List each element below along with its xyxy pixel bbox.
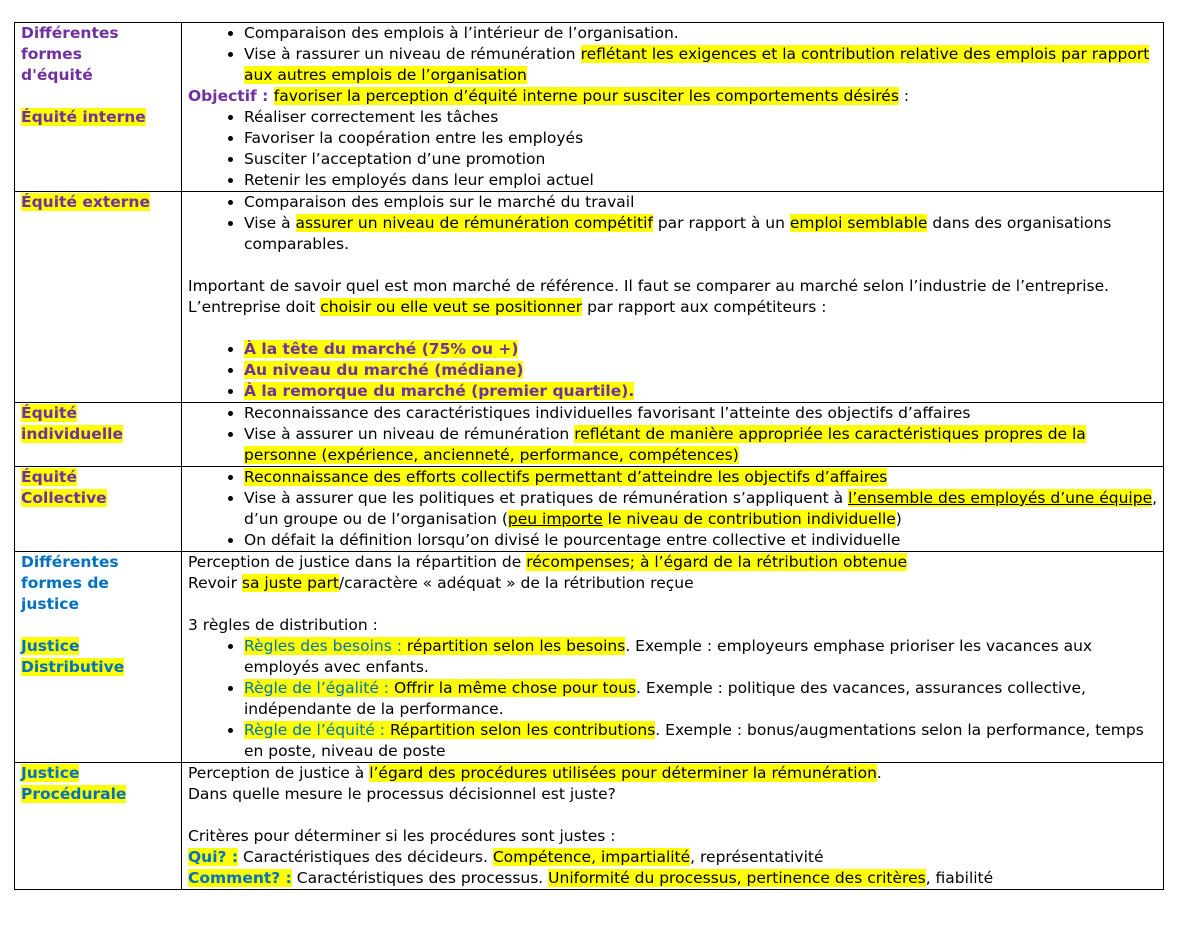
section-heading-line1: Différentes	[21, 553, 119, 571]
list-item	[244, 44, 1163, 86]
highlighted-text: répartition selon les besoins	[406, 637, 626, 655]
label-cell-equite-collective	[15, 467, 182, 552]
highlighted-text: assurer un niveau de rémunération compétitif	[295, 214, 653, 232]
list-item: • Réaliser correctement les tâches	[244, 107, 1163, 128]
row-equite-collective	[15, 467, 1164, 552]
paragraph	[188, 763, 1163, 784]
list-item	[244, 424, 1163, 466]
highlighted-text: Offrir la même chose pour tous	[393, 679, 636, 697]
row-justice-distributive	[15, 552, 1164, 763]
row-label-line1: Justice	[21, 637, 80, 655]
highlighted-text: À la remorque du marché (premier quartile).	[244, 382, 635, 400]
text: )	[895, 510, 902, 528]
bullet-list	[188, 192, 1163, 255]
highlighted-text: Au niveau du marché (médiane)	[244, 361, 524, 379]
highlighted-text: reflétant les exigences et la contribution relative des emplois par rapport aux autres emplois de l’organisation	[244, 45, 1150, 84]
highlighted-underlined-text: l’ensemble des employés d’une équipe	[848, 489, 1153, 507]
content-cell-justice-distributive	[182, 552, 1164, 763]
criterion-line	[188, 847, 1163, 868]
highlighted-text: Répartition selon les contributions	[389, 721, 656, 739]
text: Perception de justice à	[188, 764, 370, 782]
position-list	[188, 339, 1163, 402]
text: :	[898, 87, 910, 105]
paragraph	[188, 552, 1163, 573]
list-item	[244, 720, 1163, 762]
content-cell-equite-externe	[182, 192, 1164, 403]
label-cell-equite-individuelle	[15, 403, 182, 467]
row-label-line2: Collective	[21, 489, 107, 507]
equity-table	[14, 22, 1164, 890]
list-item	[244, 360, 1163, 381]
content-cell-equite-collective	[182, 467, 1164, 552]
row-label-line2: individuelle	[21, 425, 123, 443]
bullet-list	[188, 23, 1163, 86]
list-item	[244, 678, 1163, 720]
text: .	[876, 764, 882, 782]
rules-list	[188, 636, 1163, 762]
bullet-list	[188, 107, 1163, 191]
row-label-equite-interne: Équité interne	[21, 108, 146, 126]
text: Vise à assurer un niveau de rémunération	[244, 425, 575, 443]
section-heading-line1: Différentes	[21, 24, 119, 42]
list-item	[244, 339, 1163, 360]
section-heading-line3: justice	[21, 595, 79, 613]
text: Revoir	[188, 574, 242, 592]
section-heading-line2: formes	[21, 45, 82, 63]
highlighted-text: Compétence, impartialité	[492, 848, 691, 866]
list-item	[244, 636, 1163, 678]
highlighted-text: emploi semblable	[789, 214, 928, 232]
list-item: • Comparaison des emplois sur le marché du travail	[244, 192, 1163, 213]
label-cell-justice-procedurale	[15, 763, 182, 890]
highlighted-text: récompenses; à l’égard de la rétribution obtenue	[526, 553, 908, 571]
highlighted-text: Uniformité du processus, pertinence des critères	[548, 869, 926, 887]
criterion-line	[188, 868, 1163, 889]
spacer	[188, 594, 1163, 615]
row-label-equite-externe: Équité externe	[21, 193, 150, 211]
rule-label: Règle de l’égalité :	[244, 679, 394, 697]
list-item: • Retenir les employés dans leur emploi actuel	[244, 170, 1163, 191]
highlighted-text: À la tête du marché (75% ou +)	[244, 340, 519, 358]
label-cell-justice-distributive	[15, 552, 182, 763]
spacer	[188, 318, 1163, 339]
text: par rapport aux compétiteurs :	[582, 298, 827, 316]
text: Perception de justice dans la répartition de	[188, 553, 527, 571]
text: , représentativité	[690, 848, 824, 866]
paragraph	[188, 276, 1163, 318]
list-item: • Reconnaissance des caractéristiques individuelles favorisant l’atteinte des objectifs d’affaires	[244, 403, 1163, 424]
bullet-list	[188, 403, 1163, 466]
highlighted-text: l’égard des procédures utilisées pour déterminer la rémunération	[369, 764, 877, 782]
criterion-label: Qui? :	[188, 848, 239, 866]
text: Vise à	[244, 214, 296, 232]
text: . Exemple : employeurs emphase prioriser les vacances aux employés avec enfants.	[244, 637, 1093, 676]
spacer	[21, 86, 181, 107]
row-justice-procedurale	[15, 763, 1164, 890]
list-item: • On défait la définition lorsqu’on divisé le pourcentage entre collective et individuelle	[244, 530, 1163, 551]
highlighted-underlined-text: peu importe	[507, 510, 603, 528]
text: . Exemple : bonus/augmentations selon la performance, temps en poste, niveau de poste	[244, 721, 1144, 760]
row-label-line2: Distributive	[21, 658, 125, 676]
label-cell-equite-externe	[15, 192, 182, 403]
bullet-list	[188, 467, 1163, 551]
label-cell-equite-interne	[15, 23, 182, 192]
paragraph: Critères pour déterminer si les procédures sont justes :	[188, 827, 616, 845]
highlighted-text: reflétant de manière appropriée les caractéristiques propres de la personne (expérience, ancienneté, performance, compétences)	[244, 425, 1086, 464]
rule-label: Règle de l’équité :	[244, 721, 390, 739]
row-label-line1: Équité	[21, 468, 77, 486]
text: . Exemple : politique des vacances, assurances collective, indépendante de la performance.	[244, 679, 1086, 718]
highlighted-text: favoriser la perception d’équité interne pour susciter les comportements désirés	[273, 87, 899, 105]
objective-label: Objectif :	[188, 87, 274, 105]
highlighted-text: le niveau de contribution individuelle	[602, 510, 896, 528]
section-heading-line2: formes de	[21, 574, 109, 592]
row-equite-externe	[15, 192, 1164, 403]
text: dans des organisations comparables.	[244, 214, 1112, 253]
spacer	[188, 805, 1163, 826]
list-item	[244, 467, 1163, 488]
text: , fiabilité	[925, 869, 994, 887]
text: Caractéristiques des processus.	[291, 869, 549, 887]
row-equite-individuelle	[15, 403, 1164, 467]
text: Important de savoir quel est mon marché de référence. Il faut se comparer au marché selon l’industrie de l’entreprise. L’entreprise doit	[188, 277, 1110, 316]
text: Vise à rassurer un niveau de rémunération	[244, 45, 581, 63]
paragraph	[188, 573, 1163, 594]
text: Caractéristiques des décideurs.	[238, 848, 493, 866]
section-heading-line3: d'équité	[21, 66, 93, 84]
row-equite-interne	[15, 23, 1164, 192]
rule-label: Règles des besoins :	[244, 637, 407, 655]
text: /caractère « adéquat » de la rétribution reçue	[338, 574, 694, 592]
spacer	[188, 255, 1163, 276]
spacer	[21, 615, 181, 636]
text: , d’un groupe ou de l’organisation (	[244, 489, 1158, 528]
list-item: • Susciter l’acceptation d’une promotion	[244, 149, 1163, 170]
text: Comparaison des emplois à l’intérieur de l’organisation.	[244, 24, 679, 42]
paragraph: 3 règles de distribution :	[188, 616, 378, 634]
list-item: • Favoriser la coopération entre les employés	[244, 128, 1163, 149]
row-label-line1: Justice	[21, 764, 80, 782]
text: par rapport à un	[652, 214, 790, 232]
list-item	[244, 381, 1163, 402]
criterion-label: Comment? :	[188, 869, 292, 887]
text: Vise à assurer que les politiques et pratiques de rémunération s’appliquent à	[244, 489, 849, 507]
list-item	[244, 213, 1163, 255]
list-item	[244, 488, 1163, 530]
content-cell-justice-procedurale	[182, 763, 1164, 890]
highlighted-text: sa juste part	[241, 574, 339, 592]
objective-line	[188, 86, 1163, 107]
row-label-line1: Équité	[21, 404, 77, 422]
highlighted-text: Reconnaissance des efforts collectifs permettant d’atteindre les objectifs d’affaires	[244, 468, 888, 486]
row-label-line2: Procédurale	[21, 785, 127, 803]
content-cell-equite-individuelle	[182, 403, 1164, 467]
content-cell-equite-interne	[182, 23, 1164, 192]
list-item	[244, 23, 1163, 44]
highlighted-text: choisir ou elle veut se positionner	[320, 298, 583, 316]
paragraph: Dans quelle mesure le processus décisionnel est juste?	[188, 785, 616, 803]
